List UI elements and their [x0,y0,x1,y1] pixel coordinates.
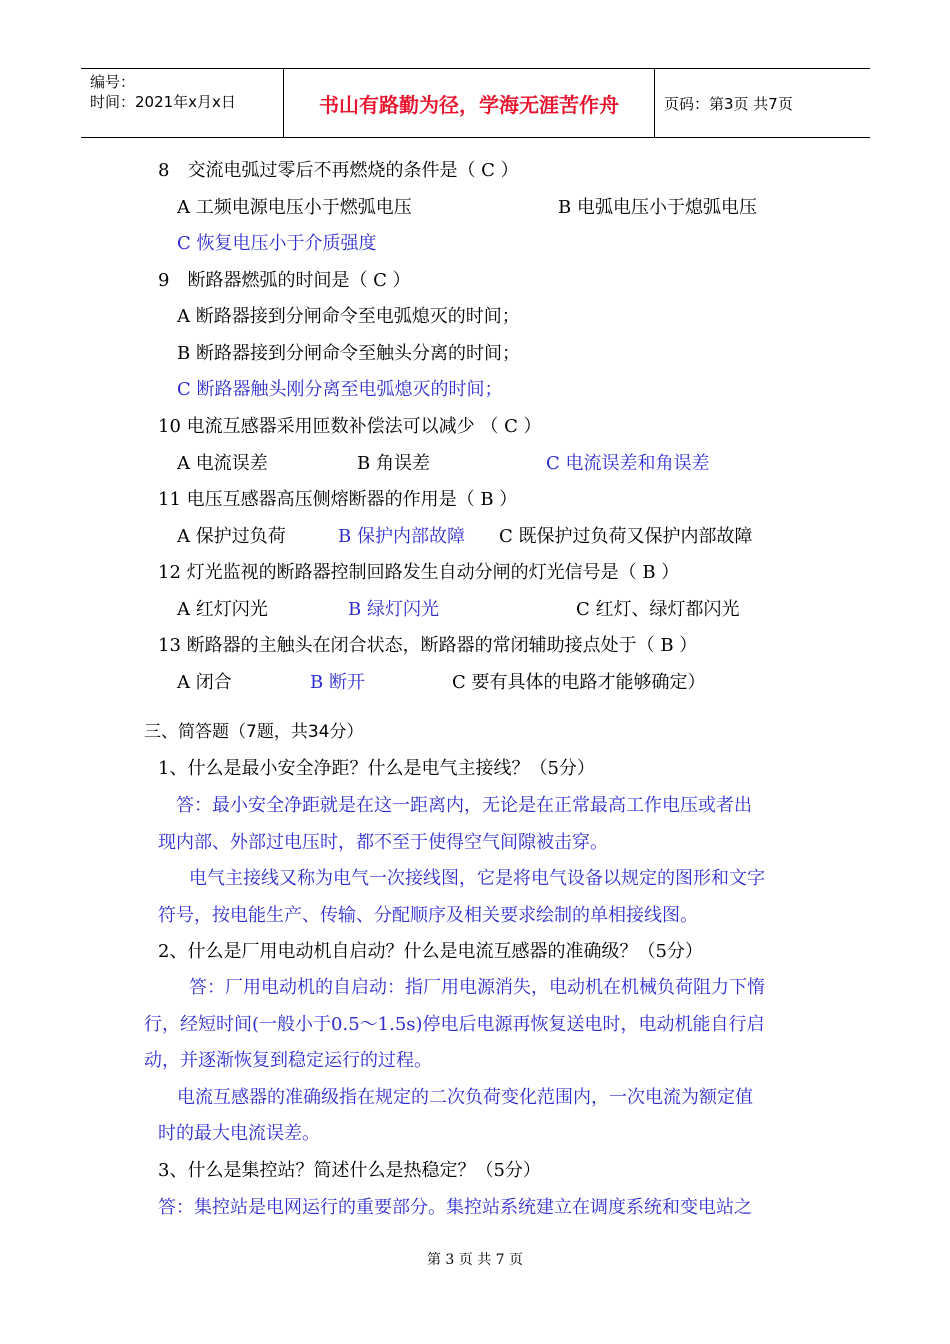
option-b: B 角误差 [357,453,430,474]
question-stem: 10 电流互感器采用匝数补偿法可以减少 （ C ） [158,416,542,437]
option-b-answer: B 绿灯闪光 [348,599,439,620]
option-a: A 保护过负荷 [177,526,286,547]
answer-text: 时的最大电流误差。 [158,1123,320,1144]
short-question-3: 3、什么是集控站？简述什么是热稳定？（5分） [158,1160,541,1181]
answer-text: 电流互感器的准确级指在规定的二次负荷变化范围内，一次电流为额定值 [177,1087,753,1108]
option-b-answer: B 保护内部故障 [338,526,465,547]
question-stem: 9 断路器燃弧的时间是（ C ） [158,270,411,291]
header-motto: 书山有路勤为径，学海无涯苦作舟 [284,69,655,137]
answer-text: 符号，按电能生产、传输、分配顺序及相关要求绘制的单相接线图。 [158,905,698,926]
option-a: A 电流误差 [177,453,268,474]
option-c: C 要有具体的电路才能够确定） [452,672,706,693]
answer-text: 答：厂用电动机的自启动：指厂用电源消失，电动机在机械负荷阻力下惰 [189,977,765,998]
answer-text: 电气主接线又称为电气一次接线图，它是将电气设备以规定的图形和文字 [189,868,765,889]
answer-text: 答：集控站是电网运行的重要部分。集控站系统建立在调度系统和变电站之 [158,1197,752,1218]
section-title: 三、简答题（7题，共34分） [144,722,364,742]
question-stem: 8 交流电弧过零后不再燃烧的条件是（ C ） [158,160,519,181]
page-header [81,68,870,138]
option-a: A 红灯闪光 [177,599,268,620]
question-stem: 12 灯光监视的断路器控制回路发生自动分闸的灯光信号是（ B ） [158,562,680,583]
option-c-answer: C 电流误差和角误差 [546,453,710,474]
header-meta [81,69,284,137]
answer-text: 答：最小安全净距就是在这一距离内，无论是在正常最高工作电压或者出 [176,795,752,816]
code-label: 编号： [90,73,136,91]
short-question-1: 1、什么是最小安全净距？什么是电气主接线？（5分） [158,758,595,779]
option-b: B 断路器接到分闸命令至触头分离的时间； [177,343,520,364]
answer-text: 动，并逐渐恢复到稳定运行的过程。 [144,1050,432,1071]
date-label: 时间：2021年x月x日 [90,93,236,111]
page-footer: 第 3 页 共 7 页 [426,1252,524,1268]
option-c: C 既保护过负荷又保护内部故障 [499,526,753,547]
short-question-2: 2、什么是厂用电动机自启动？什么是电流互感器的准确级？（5分） [158,941,703,962]
option-c-answer: C 恢复电压小于介质强度 [177,233,377,254]
question-stem: 13 断路器的主触头在闭合状态，断路器的常闭辅助接点处于（ B ） [158,635,698,656]
question-stem: 11 电压互感器高压侧熔断器的作用是（ B ） [158,489,518,510]
option-a: A 断路器接到分闸命令至电弧熄灭的时间； [177,306,520,327]
option-a: A 工频电源电压小于燃弧电压 [177,197,412,218]
option-b: B 电弧电压小于熄弧电压 [558,197,757,218]
answer-text: 行，经短时间(一般小于0.5～1.5s)停电后电源再恢复送电时，电动机能自行启 [144,1014,765,1035]
header-page-info: 页码：第3页 共7页 [664,94,793,113]
answer-text: 现内部、外部过电压时，都不至于使得空气间隙被击穿。 [158,832,608,853]
option-c-answer: C 断路器触头刚分离至电弧熄灭的时间； [177,379,503,400]
option-b-answer: B 断开 [310,672,365,693]
option-c: C 红灯、绿灯都闪光 [576,599,740,620]
option-a: A 闭合 [177,672,232,693]
